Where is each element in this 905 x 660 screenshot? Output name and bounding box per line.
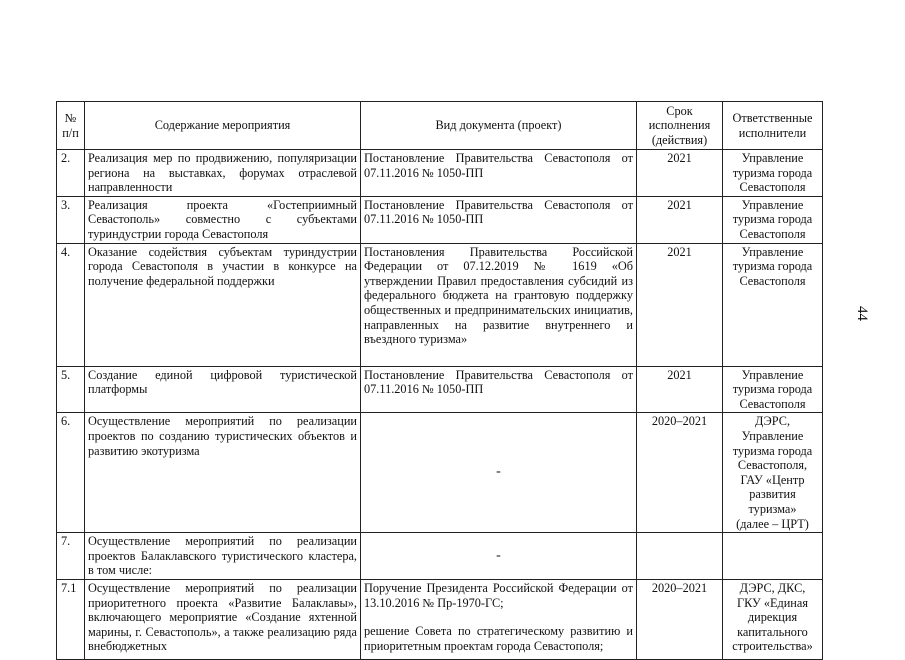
row-content: Осуществление мероприятий по реализации проектов по созданию туристических объектов и развитию экотуризма <box>85 413 361 533</box>
table-row <box>57 533 823 580</box>
row-doc: Постановления Правительства Российской Федерации от 07.12.2019 № 1619 «Об утверждении Правил предоставления субсидий из федерального бюджета на грантовую поддержку общественных и предпринимательских инициатив, направленных на развитие внутреннего и въездного туризма» <box>361 243 637 366</box>
row-content: Осуществление мероприятий по реализации проектов Балаклавского туристического кластера, в том числе: <box>85 533 361 580</box>
row-content: Реализация проекта «Гостеприимный Севастополь» совместно с субъектами туриндустрии города Севастополя <box>85 196 361 243</box>
activities-table <box>56 101 823 660</box>
header-content: Содержание мероприятия <box>85 102 361 150</box>
table-row <box>57 196 823 243</box>
row-num: 6. <box>57 413 85 533</box>
row-content: Реализация мер по продвижению, популяризации региона на выставках, форумах отраслевой направленности <box>85 150 361 197</box>
row-deadline: 2021 <box>637 150 723 197</box>
page-number: 44 <box>854 306 870 321</box>
header-responsible: Ответственные исполнители <box>723 102 823 150</box>
row-responsible: Управление туризма города Севастополя <box>723 366 823 413</box>
row-doc: Постановление Правительства Севастополя от 07.11.2016 № 1050-ПП <box>361 150 637 197</box>
doc-part-2: решение Совета по стратегическому развитию и приоритетным проектам города Севастополя; <box>364 624 633 653</box>
row-content: Осуществление мероприятий по реализации приоритетного проекта «Развитие Балаклавы», включающего мероприятие «Создание яхтенной марины, г. Севастополь», а также реализацию ряда внебюджетных <box>85 580 361 660</box>
row-responsible: Управление туризма города Севастополя <box>723 243 823 366</box>
table-row <box>57 366 823 413</box>
row-responsible: Управление туризма города Севастополя <box>723 196 823 243</box>
row-num: 4. <box>57 243 85 366</box>
row-deadline <box>637 533 723 580</box>
row-responsible: ДЭРС, Управление туризма города Севастополя, ГАУ «Центр развития туризма» (далее – ЦРТ) <box>723 413 823 533</box>
row-doc <box>361 580 637 660</box>
header-row <box>57 102 823 150</box>
row-num: 2. <box>57 150 85 197</box>
row-responsible: ДЭРС, ДКС, ГКУ «Единая дирекция капитального строительства» <box>723 580 823 660</box>
row-doc: - <box>361 413 637 533</box>
row-content: Создание единой цифровой туристической платформы <box>85 366 361 413</box>
row-deadline: 2020–2021 <box>637 580 723 660</box>
table-row <box>57 580 823 660</box>
table-row <box>57 243 823 366</box>
row-doc: - <box>361 533 637 580</box>
row-num: 7. <box>57 533 85 580</box>
row-deadline: 2021 <box>637 243 723 366</box>
header-deadline: Срок исполнения (действия) <box>637 102 723 150</box>
row-num: 5. <box>57 366 85 413</box>
row-deadline: 2021 <box>637 366 723 413</box>
row-deadline: 2020–2021 <box>637 413 723 533</box>
row-responsible: Управление туризма города Севастополя <box>723 150 823 197</box>
row-num: 7.1 <box>57 580 85 660</box>
row-doc: Постановление Правительства Севастополя от 07.11.2016 № 1050-ПП <box>361 366 637 413</box>
row-responsible <box>723 533 823 580</box>
header-num: № п/п <box>57 102 85 150</box>
row-doc: Постановление Правительства Севастополя от 07.11.2016 № 1050-ПП <box>361 196 637 243</box>
doc-part-1: Поручение Президента Российской Федерации от 13.10.2016 № Пр-1970-ГС; <box>364 581 633 610</box>
table-row <box>57 150 823 197</box>
table-row <box>57 413 823 533</box>
row-num: 3. <box>57 196 85 243</box>
row-content: Оказание содействия субъектам туриндустрии города Севастополя в участии в конкурсе на получение федеральной поддержки <box>85 243 361 366</box>
header-doc: Вид документа (проект) <box>361 102 637 150</box>
row-deadline: 2021 <box>637 196 723 243</box>
